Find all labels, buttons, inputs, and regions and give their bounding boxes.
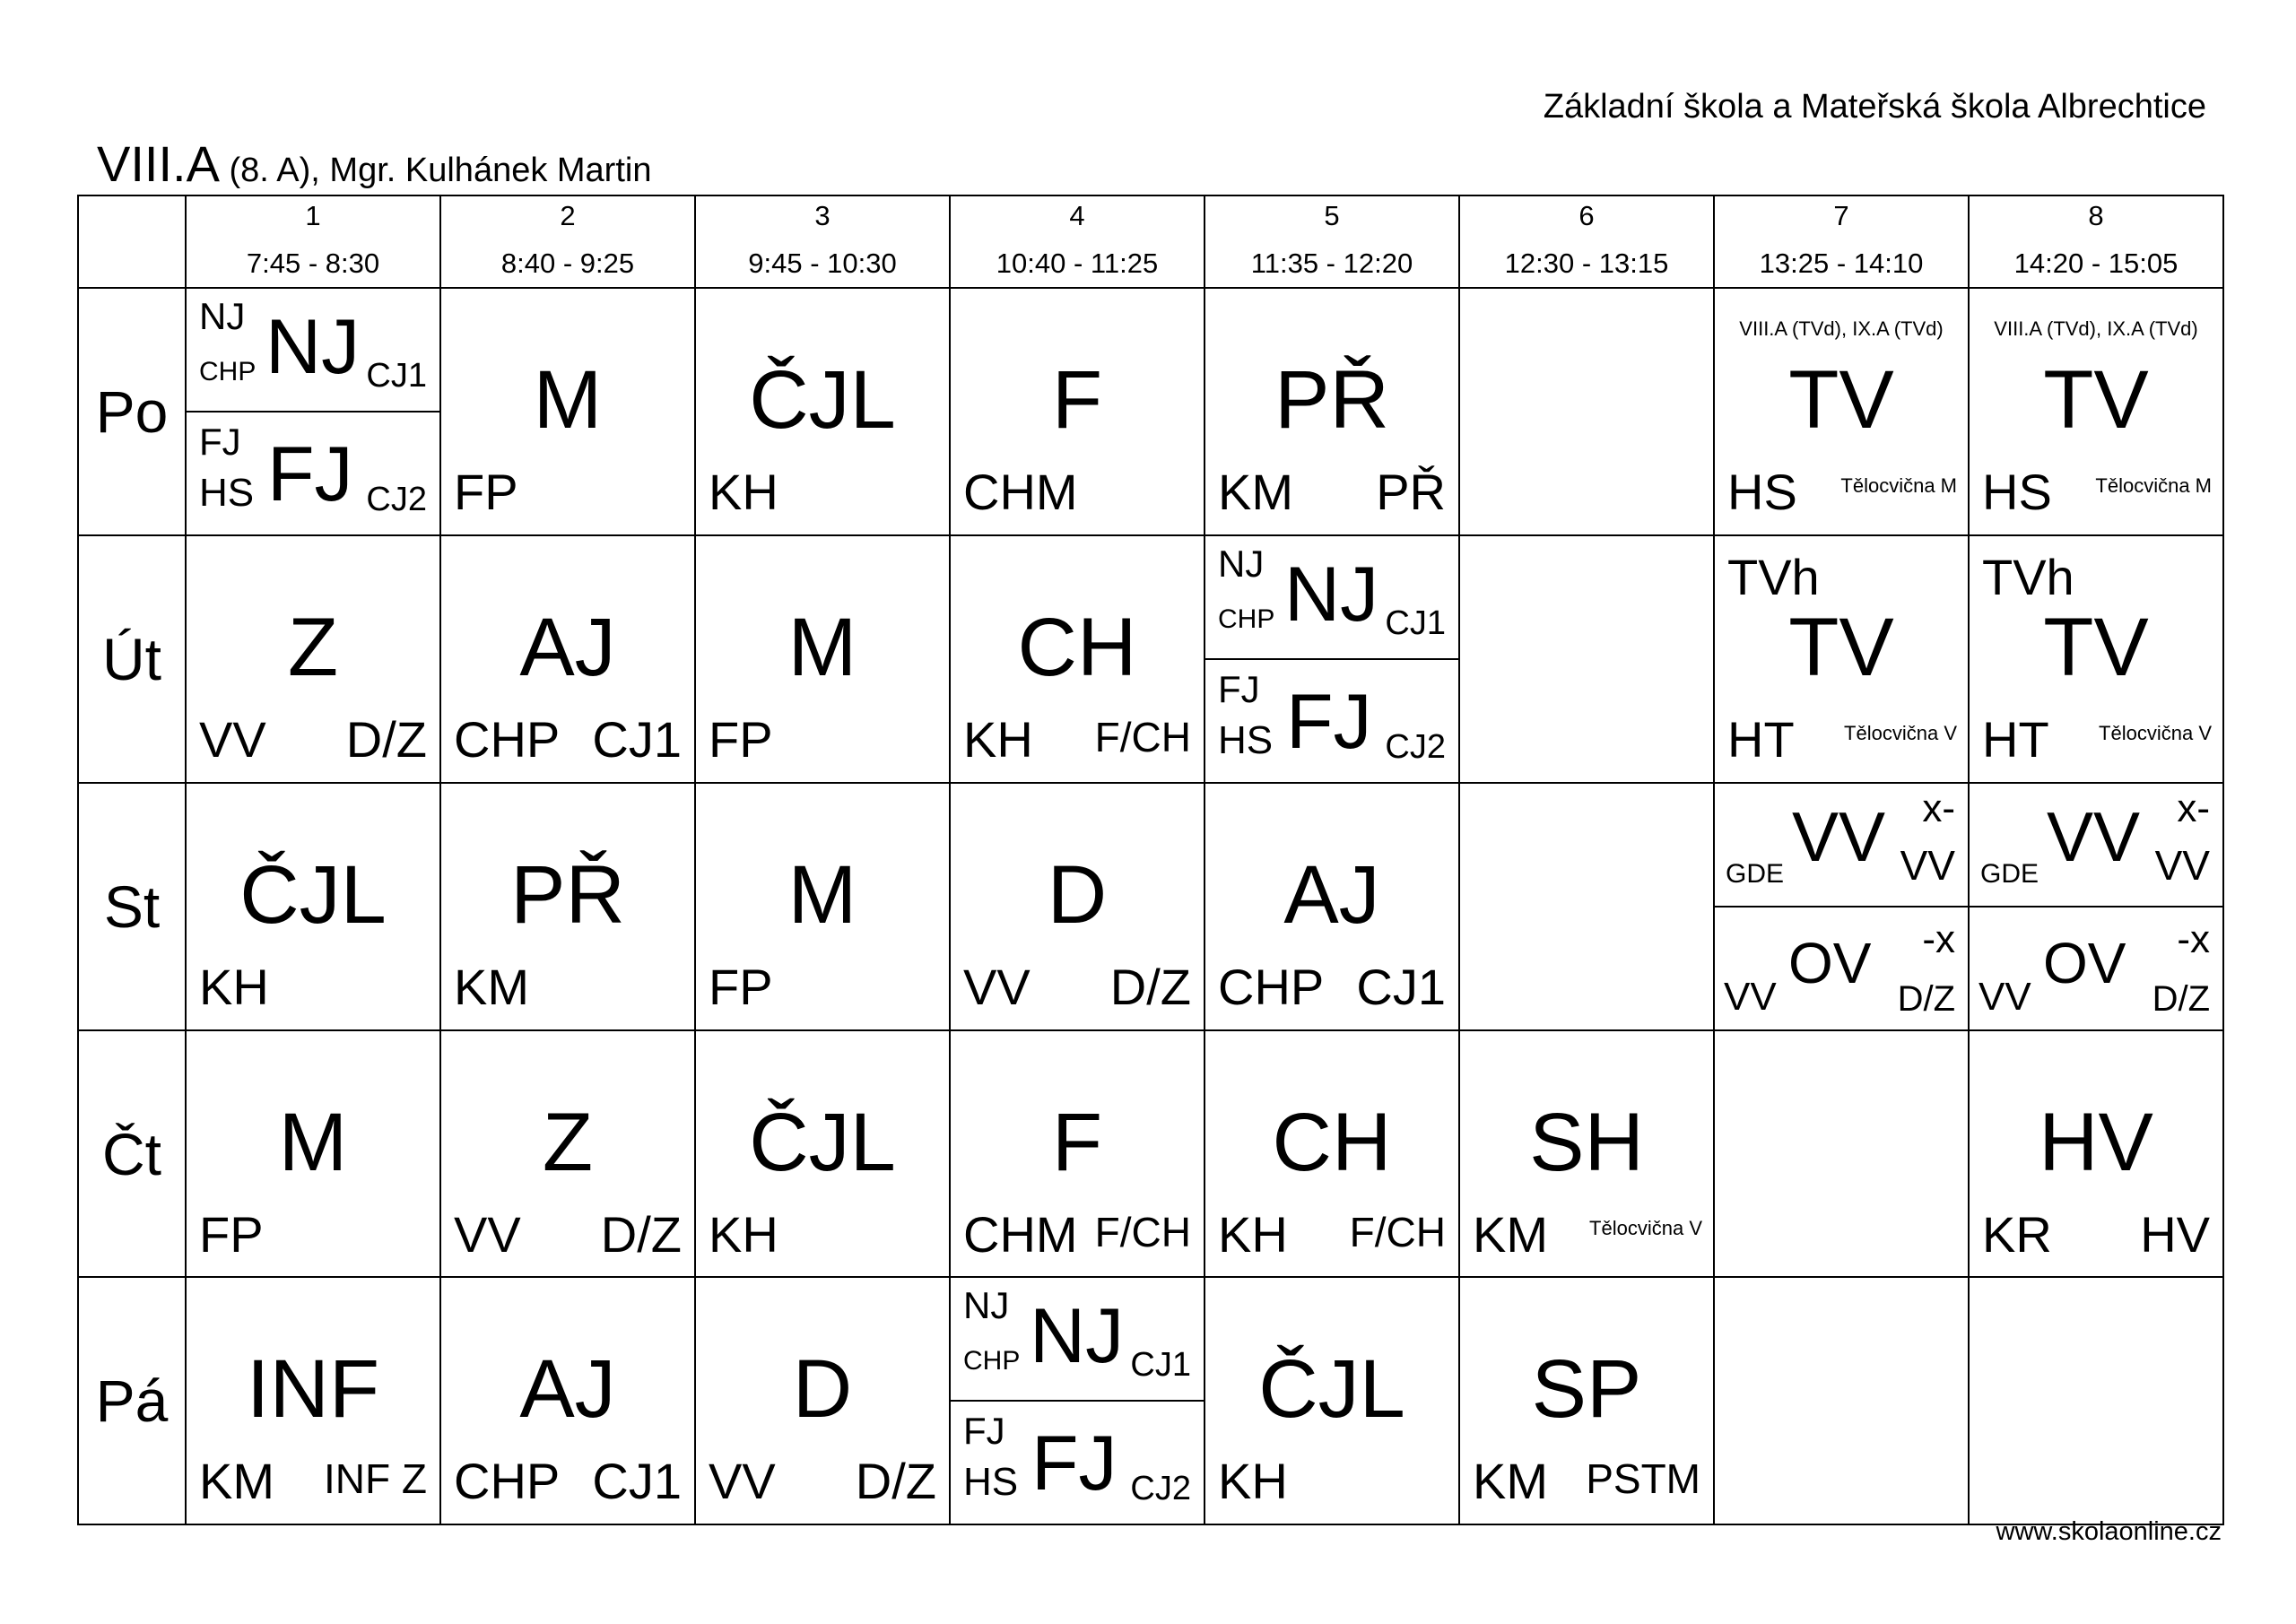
period-time: 9:45 - 10:30 [748,248,897,279]
teacher: CHM [963,464,1078,520]
empty-cell [1969,1277,2223,1524]
lesson-cell [695,1030,950,1277]
lesson [696,1278,949,1523]
timetable [77,195,2224,1525]
room: F/CH [1094,1209,1191,1255]
lesson-cell [1205,288,1459,535]
lesson [1205,289,1458,534]
subject: Z [287,602,339,693]
subject: M [787,602,857,693]
lesson [187,1031,439,1276]
subject: D [792,1343,853,1435]
subject: HV [2039,1097,2153,1188]
empty-cell [1714,1030,1969,1277]
subject: VV [2047,797,2141,876]
class-info: (8. A), Mgr. Kulhánek Martin [229,152,652,189]
group-mark: -x [2177,917,2210,961]
subject: INF [246,1343,380,1435]
lesson [441,536,694,781]
lesson-group-top [951,1278,1204,1400]
subject: CH [1272,1097,1392,1188]
subject: PŘ [1274,354,1389,446]
empty-lesson [1970,1278,2222,1523]
period-header [695,195,950,288]
lesson-cell [440,288,695,535]
teacher: KR [1982,1206,2052,1263]
room: INF Z [324,1455,427,1502]
teacher: VV [1724,975,1777,1019]
period-number: 5 [1324,200,1340,231]
teacher: HS [1218,718,1274,762]
teacher: FP [709,959,773,1015]
period-time: 7:45 - 8:30 [246,248,380,279]
period-header [440,195,695,288]
teacher: CHP [199,357,257,386]
room: Tělocvična M [2095,474,2212,497]
lesson-group-bottom [951,1400,1204,1524]
teacher: VV [963,959,1031,1015]
day-name: Út [102,625,161,692]
lesson-group-bottom [1205,658,1458,782]
subject: AJ [519,1343,616,1435]
period-header [1969,195,2223,288]
lesson [1970,289,2222,534]
group-subject-small: NJ [963,1284,1010,1326]
period-header-cell [1205,196,1458,287]
lesson-cell [950,535,1205,783]
subject: VV [1792,797,1886,876]
lesson [696,784,949,1029]
room: D/Z [855,1453,936,1509]
lesson [1715,536,1968,781]
group-subject-small: NJ [199,295,246,337]
teacher: FP [199,1206,264,1263]
lesson-cell [1205,535,1459,783]
empty-lesson [1715,1031,1968,1276]
teacher: KH [1218,1453,1288,1509]
lesson-cell [186,1277,440,1524]
lesson-cell [1205,1030,1459,1277]
subject: NJ [1284,551,1379,638]
lesson-cell [1714,535,1969,783]
subject: NJ [265,304,361,390]
period-header [950,195,1205,288]
lesson [696,289,949,534]
group-line: VIII.A (TVd), IX.A (TVd) [1739,317,1944,340]
subject: FJ [267,431,353,517]
subject: FJ [1031,1420,1118,1507]
lesson-cell [950,1277,1205,1524]
lesson-cell [1969,288,2223,535]
room: D/Z [2152,979,2210,1019]
teacher: CHP [1218,604,1275,634]
subject: TV [1788,602,1894,693]
group-prefix: TVh [1982,549,2074,605]
subject: OV [2043,931,2126,995]
subject: ČJL [749,1097,896,1188]
period-header-cell [1970,196,2222,287]
empty-lesson [1460,289,1713,534]
teacher: VV [454,1206,521,1263]
day-cell [78,288,186,535]
empty-lesson [1460,536,1713,781]
lesson [951,536,1204,781]
lesson-group-top [187,289,439,411]
subject: PŘ [510,849,625,941]
room: F/CH [1094,714,1191,760]
teacher: KM [1218,464,1293,520]
teacher: KH [1218,1206,1288,1263]
lesson-group-top [1970,784,2222,906]
day-name: St [103,873,161,940]
teacher: KM [199,1453,274,1509]
class-name: VIII.A [97,135,220,192]
teacher: HT [1727,711,1795,768]
lesson-cell [695,783,950,1030]
lesson-cell [440,1277,695,1524]
lesson-cell [186,783,440,1030]
subject: OV [1788,931,1872,995]
subject: F [1051,354,1103,446]
lesson-group-bottom [1970,906,2222,1029]
group-mark: x- [2177,786,2210,830]
group: CJ1 [366,357,427,395]
lesson [1460,1278,1713,1523]
teacher: HS [1982,464,2052,520]
lesson [1970,536,2222,781]
period-time: 12:30 - 13:15 [1504,248,1669,279]
period-time: 8:40 - 9:25 [500,248,635,279]
lesson [1205,784,1458,1029]
room: Tělocvična V [2099,722,2212,744]
lesson [696,1031,949,1276]
lesson [1205,1031,1458,1276]
group: CJ2 [366,481,427,518]
room: D/Z [345,711,427,768]
period-number: 4 [1069,200,1085,231]
subject: F [1051,1097,1103,1188]
teacher: HS [199,471,255,515]
day-name: Pá [95,1367,169,1434]
lesson-cell [695,288,950,535]
period-header-cell [951,196,1204,287]
room: CJ1 [592,1453,682,1509]
subject: TV [1788,354,1894,446]
lesson-cell [1459,1277,1714,1524]
period-number: 8 [2088,200,2104,231]
teacher: KH [963,711,1033,768]
subject: M [787,849,857,941]
teacher: CHP [1218,959,1325,1015]
lesson-cell [440,535,695,783]
period-header [186,195,440,288]
teacher: CHM [963,1206,1078,1263]
lesson-cell [950,1030,1205,1277]
group-prefix: TVh [1727,549,1820,605]
group: CJ1 [1385,604,1446,642]
teacher: KM [1473,1206,1548,1263]
teacher: VV [709,1453,776,1509]
subject: AJ [1283,849,1380,941]
subject: M [533,354,603,446]
group-subject-small: FJ [963,1410,1005,1452]
subject: SP [1531,1343,1642,1435]
group-subject-small: FJ [1218,668,1260,710]
lesson-cell [186,288,440,535]
subject: NJ [1030,1293,1125,1379]
teacher: CHP [454,1453,561,1509]
room: D/Z [600,1206,682,1263]
period-number: 3 [814,200,831,231]
period-time: 13:25 - 14:10 [1759,248,1924,279]
room: VV [1900,842,1955,889]
empty-cell [1714,1277,1969,1524]
room: D/Z [1897,979,1955,1019]
lesson [1970,1031,2222,1276]
teacher: KM [1473,1453,1548,1509]
room: F/CH [1349,1209,1446,1255]
subject: D [1047,849,1108,941]
room: Tělocvična M [1840,474,1957,497]
lesson-cell [440,1030,695,1277]
lesson-cell [1205,1277,1459,1524]
room: Tělocvična V [1844,722,1957,744]
room: D/Z [1109,959,1191,1015]
subject: FJ [1286,679,1372,765]
lesson [441,1278,694,1523]
lesson-cell [1969,783,2223,1030]
day-cell [78,1030,186,1277]
teacher: KH [709,464,778,520]
corner-cell [78,195,186,288]
period-number: 7 [1833,200,1849,231]
empty-cell [1459,783,1714,1030]
group-mark: x- [1922,786,1955,830]
teacher: FP [709,711,773,768]
lesson [187,1278,439,1523]
room: PŘ [1376,464,1446,520]
lesson-group-bottom [1715,906,1968,1029]
period-number: 2 [560,200,576,231]
lesson [1715,289,1968,534]
class-title [97,135,651,193]
lesson [441,1031,694,1276]
subject: ČJL [1258,1343,1405,1435]
subject: ČJL [239,849,387,941]
group: CJ2 [1385,728,1446,766]
period-header [1205,195,1459,288]
lesson-cell [1969,1030,2223,1277]
period-header-cell [441,196,694,287]
lesson [951,289,1204,534]
teacher: HT [1982,711,2049,768]
lesson-cell [695,1277,950,1524]
day-cell [78,1277,186,1524]
teacher: GDE [1980,859,2039,889]
group-mark: -x [1922,917,1955,961]
lesson [441,784,694,1029]
period-time: 14:20 - 15:05 [2013,248,2179,279]
lesson [1205,1278,1458,1523]
period-header-cell [1715,196,1968,287]
lesson-group-bottom [187,411,439,534]
teacher: KH [199,959,269,1015]
period-header-cell [1460,196,1713,287]
period-header [1459,195,1714,288]
period-number: 6 [1578,200,1595,231]
day-cell [78,783,186,1030]
day-name: Po [95,378,169,445]
day-cell [78,535,186,783]
lesson-cell [1459,1030,1714,1277]
period-header [1714,195,1969,288]
school-name: Základní škola a Mateřská škola Albrechtice [1543,88,2206,126]
lesson-cell [1714,288,1969,535]
lesson-cell [950,288,1205,535]
teacher: CHP [454,711,561,768]
period-header-cell [187,196,439,287]
lesson-cell [950,783,1205,1030]
subject: AJ [519,602,616,693]
subject: SH [1529,1097,1644,1188]
empty-lesson [1715,1278,1968,1523]
subject: ČJL [749,354,896,446]
room: Tělocvična V [1589,1217,1702,1239]
subject: Z [542,1097,594,1188]
footer-url: www.skolaonline.cz [1996,1517,2222,1546]
subject: TV [2043,354,2149,446]
group-line: VIII.A (TVd), IX.A (TVd) [1994,317,2198,340]
teacher: FP [454,464,518,520]
lesson-cell [1969,535,2223,783]
subject: M [278,1097,348,1188]
subject: CH [1017,602,1137,693]
room: HV [2140,1206,2210,1263]
group: CJ1 [1130,1346,1191,1384]
lesson [441,289,694,534]
lesson-cell [695,535,950,783]
group-subject-small: FJ [199,421,241,463]
teacher: GDE [1726,859,1785,889]
lesson-group-top [1205,536,1458,658]
period-header-cell [696,196,949,287]
lesson-cell [440,783,695,1030]
lesson-cell [186,535,440,783]
lesson-cell [1205,783,1459,1030]
room: CJ1 [592,711,682,768]
period-time: 11:35 - 12:20 [1250,248,1413,279]
group-subject-small: NJ [1218,543,1265,585]
lesson [187,536,439,781]
teacher: VV [1979,975,2031,1019]
period-number: 1 [305,200,321,231]
day-name: Čt [102,1120,161,1187]
teacher: VV [199,711,266,768]
teacher: CHP [963,1346,1021,1376]
teacher: HS [1727,464,1797,520]
teacher: HS [963,1460,1019,1504]
empty-cell [1459,288,1714,535]
subject: TV [2043,602,2149,693]
lesson-cell [186,1030,440,1277]
room: VV [2154,842,2210,889]
empty-cell [1459,535,1714,783]
lesson [951,1031,1204,1276]
lesson [696,536,949,781]
room: PSTM [1586,1455,1700,1502]
empty-lesson [1460,784,1713,1029]
lesson [1460,1031,1713,1276]
lesson-group-top [1715,784,1968,906]
lesson [951,784,1204,1029]
lesson [187,784,439,1029]
lesson-cell [1714,783,1969,1030]
period-time: 10:40 - 11:25 [996,248,1159,279]
teacher: KM [454,959,529,1015]
room: CJ1 [1356,959,1446,1015]
group: CJ2 [1130,1470,1191,1507]
teacher: KH [709,1206,778,1263]
